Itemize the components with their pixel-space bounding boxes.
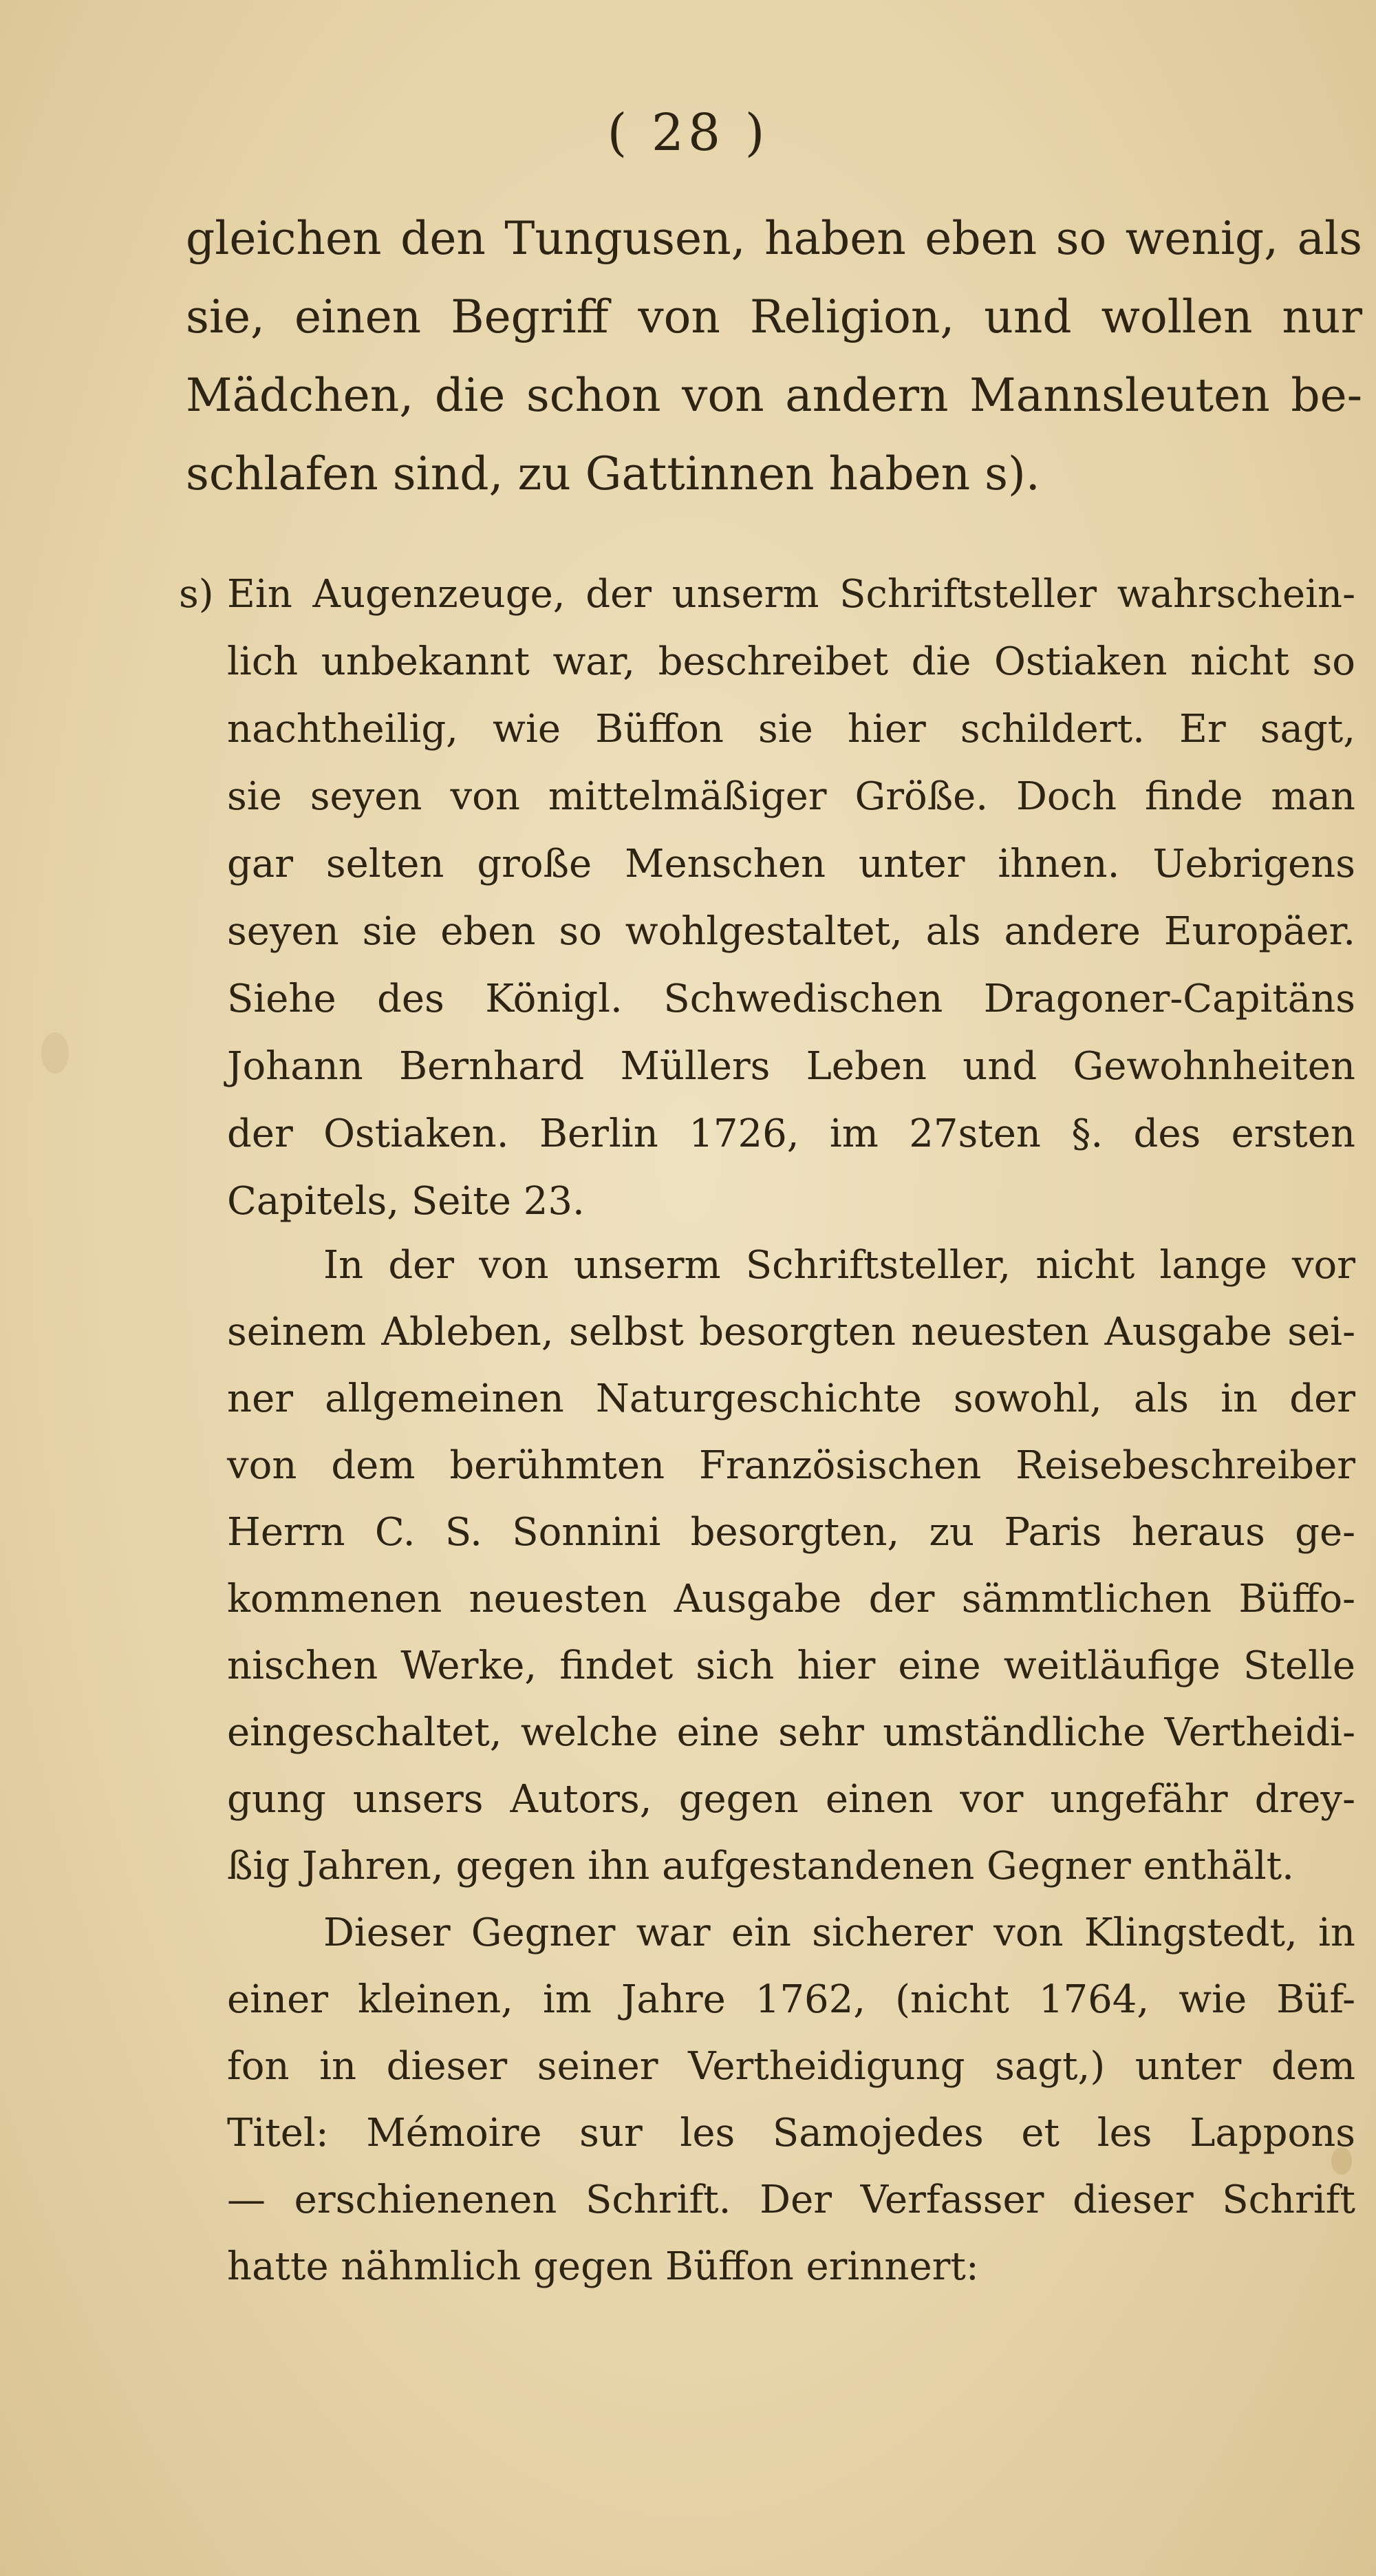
paragraph-line: ner allgemeinen Naturgeschichte sowohl, als in der	[227, 1376, 1355, 1421]
paragraph-line: fon in dieser seiner Vertheidigung sagt,) unter dem	[227, 2044, 1355, 2089]
footnote-line: Johann Bernhard Müllers Leben und Gewohnheiten	[227, 1044, 1355, 1089]
paragraph-line: Dieser Gegner war ein sicherer von Klingstedt, in	[323, 1910, 1355, 1955]
paragraph-line: Titel: Mémoire sur les Samojedes et les Lappons	[227, 2111, 1355, 2155]
paragraph-line: einer kleinen, im Jahre 1762, (nicht 1764, wie Büf-	[227, 1977, 1355, 2022]
footnote-line: Ein Augenzeuge, der unserm Schriftsteller wahrschein-	[227, 572, 1355, 617]
paragraph	[227, 1899, 1355, 2300]
footnote-line: Capitels, Seite 23.	[227, 1179, 585, 1224]
footnote-line: der Ostiaken. Berlin 1726, im 27sten §. des ersten	[227, 1111, 1355, 1156]
paragraph-line: Herrn C. S. Sonnini besorgten, zu Paris heraus ge-	[227, 1510, 1355, 1555]
paragraph-line: hatte nähmlich gegen Büffon erinnert:	[227, 2244, 979, 2289]
footnote-line: Siehe des Königl. Schwedischen Dragoner-Capitäns	[227, 977, 1355, 1021]
footnote-line: sie seyen von mittelmäßiger Größe. Doch finde man	[227, 774, 1355, 819]
paragraph-line: von dem berühmten Französischen Reisebeschreiber	[227, 1443, 1355, 1488]
footnote-line: nachtheilig, wie Büffon sie hier schildert. Er sagt,	[227, 707, 1355, 752]
text-line: schlafen sind, zu Gattinnen haben s).	[186, 447, 1040, 500]
paragraph-line: kommenen neuesten Ausgabe der sämmtlichen Büffo-	[227, 1577, 1355, 1621]
paragraph-line: nischen Werke, findet sich hier eine weitläufige Stelle	[227, 1643, 1355, 1688]
text-line: sie, einen Begriff von Religion, und wollen nur	[186, 290, 1362, 343]
footnote-marker: s)	[179, 572, 214, 617]
paragraph-line: ßig Jahren, gegen ihn aufgestandenen Gegner enthält.	[227, 1844, 1294, 1888]
page-number: ( 28 )	[607, 103, 769, 162]
paragraph-line: eingeschaltet, welche eine sehr umständliche Vertheidi-	[227, 1710, 1355, 1755]
main-text	[186, 200, 1362, 513]
footnote-line: gar selten große Menschen unter ihnen. Uebrigens	[227, 842, 1355, 886]
text-line: Mädchen, die schon von andern Mannsleuten be-	[186, 369, 1362, 422]
paper-stain	[41, 1032, 69, 1074]
paragraph	[227, 1232, 1355, 1899]
footnote	[179, 561, 1355, 1235]
paragraph-line: In der von unserm Schriftsteller, nicht lange vor	[323, 1243, 1355, 1288]
paragraph-line: seinem Ableben, selbst besorgten neuesten Ausgabe sei-	[227, 1310, 1355, 1354]
footnote-line: seyen sie eben so wohlgestaltet, als andere Europäer.	[227, 909, 1355, 954]
paragraph-line: gung unsers Autors, gegen einen vor ungefähr drey-	[227, 1777, 1355, 1822]
footnote-line: lich unbekannt war, beschreibet die Ostiaken nicht so	[227, 639, 1355, 684]
paragraph-line: — erschienenen Schrift. Der Verfasser dieser Schrift	[227, 2178, 1355, 2222]
text-line: gleichen den Tungusen, haben eben so wenig, als	[186, 212, 1362, 265]
